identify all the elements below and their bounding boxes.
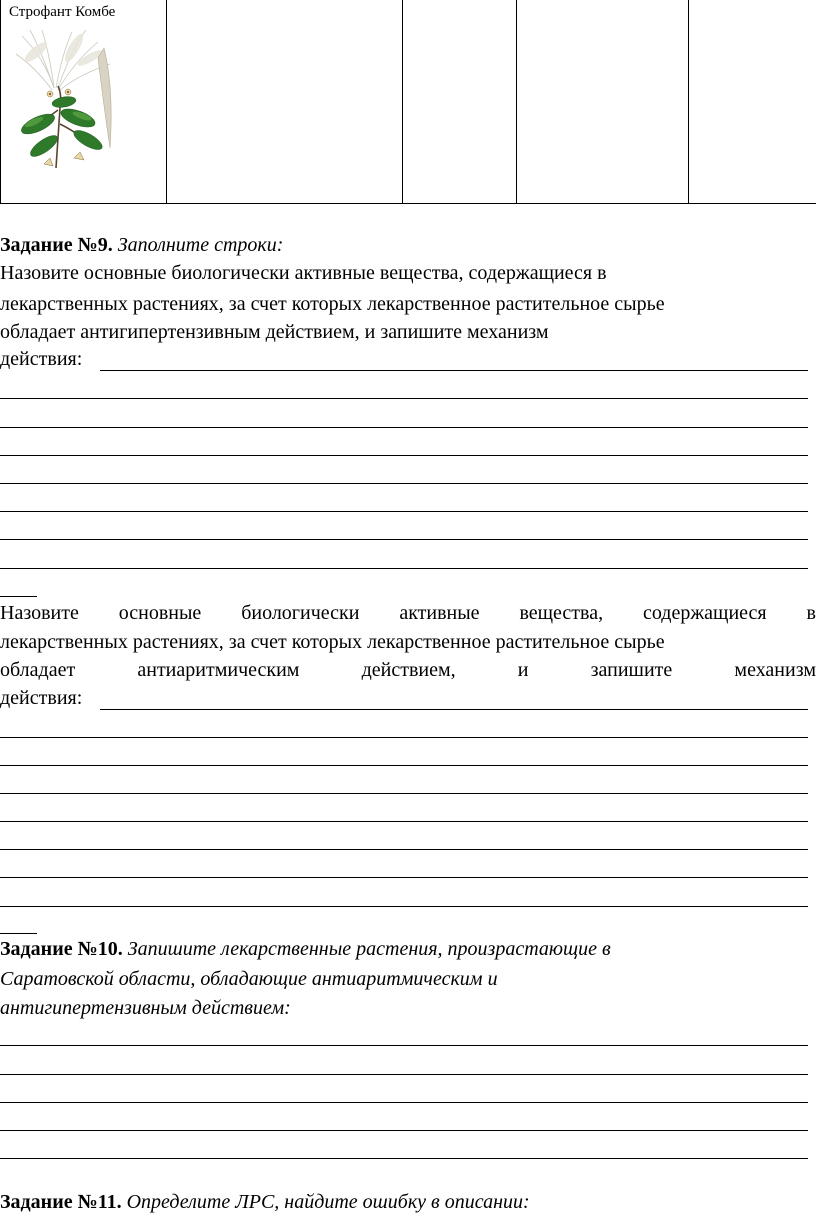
answer-line[interactable] <box>0 849 808 850</box>
word: Назовите <box>0 602 79 624</box>
task9-q1-line: лекарственных растениях, за счет которых лекарственное растительное сырье <box>0 293 665 315</box>
answer-line[interactable] <box>0 568 808 569</box>
task10-line2: Саратовской области, обладающие антиаритмическим и <box>0 968 498 990</box>
word: запишите <box>590 659 673 681</box>
plant-table <box>0 0 816 204</box>
answer-line[interactable] <box>0 821 808 822</box>
task9-q1-line: Назовите основные биологически активные вещества, содержащиеся в <box>0 262 607 284</box>
task9-q2-last: действия: <box>0 687 83 709</box>
word: содержащиеся <box>643 602 767 624</box>
plant-illustration <box>14 28 122 170</box>
answer-line[interactable] <box>0 511 808 512</box>
answer-line-short[interactable] <box>0 933 37 934</box>
answer-line[interactable] <box>100 709 808 710</box>
answer-line[interactable] <box>0 427 808 428</box>
answer-line[interactable] <box>0 455 808 456</box>
task10-heading <box>0 935 611 963</box>
task9-heading <box>0 231 283 259</box>
task11-title: Задание №11. <box>0 1191 122 1213</box>
task10-line1: Запишите лекарственные растения, произрастающие в <box>127 938 611 960</box>
task9-q2-line1 <box>0 599 816 627</box>
answer-line[interactable] <box>0 906 808 907</box>
word: механизм <box>734 659 816 681</box>
table-border-bottom <box>0 203 816 204</box>
task10-title: Задание №10. <box>0 938 123 960</box>
answer-line[interactable] <box>0 765 808 766</box>
task11-heading <box>0 1188 530 1216</box>
table-divider <box>402 0 403 204</box>
answer-line[interactable] <box>100 370 808 371</box>
answer-line[interactable] <box>0 1130 808 1131</box>
word: обладает <box>0 659 76 681</box>
answer-line[interactable] <box>0 877 808 878</box>
task9-q1-line: обладает антигипертензивным действием, и запишите механизм <box>0 321 549 343</box>
task10-line3: антигипертензивным действием: <box>0 997 291 1019</box>
task11-instruction: Определите ЛРС, найдите ошибку в описании: <box>126 1191 530 1213</box>
answer-line[interactable] <box>0 1102 808 1103</box>
word: активные <box>399 602 480 624</box>
word: вещества, <box>519 602 604 624</box>
answer-line[interactable] <box>0 483 808 484</box>
word: в <box>806 602 816 624</box>
task9-q2-line2: лекарственных растениях, за счет которых лекарственное растительное сырье <box>0 631 665 653</box>
word: основные <box>118 602 202 624</box>
answer-line[interactable] <box>0 398 808 399</box>
answer-line[interactable] <box>0 1045 808 1046</box>
task9-title: Задание №9. <box>0 234 113 256</box>
word: биологически <box>241 602 360 624</box>
table-divider <box>688 0 689 204</box>
table-divider <box>166 0 167 204</box>
word: антиаритмическим <box>137 659 300 681</box>
task9-instruction: Заполните строки: <box>117 234 284 256</box>
answer-line[interactable] <box>0 793 808 794</box>
answer-line[interactable] <box>0 1158 808 1159</box>
plant-name: Строфант Комбе <box>9 4 116 20</box>
word: действием, <box>361 659 456 681</box>
table-border-left <box>0 0 1 204</box>
answer-line[interactable] <box>0 737 808 738</box>
answer-line[interactable] <box>0 1074 808 1075</box>
word: и <box>517 659 529 681</box>
task9-q2-line3 <box>0 656 816 684</box>
task9-q1-last: действия: <box>0 348 83 370</box>
table-divider <box>516 0 517 204</box>
answer-line[interactable] <box>0 539 808 540</box>
answer-line-short[interactable] <box>0 596 37 597</box>
